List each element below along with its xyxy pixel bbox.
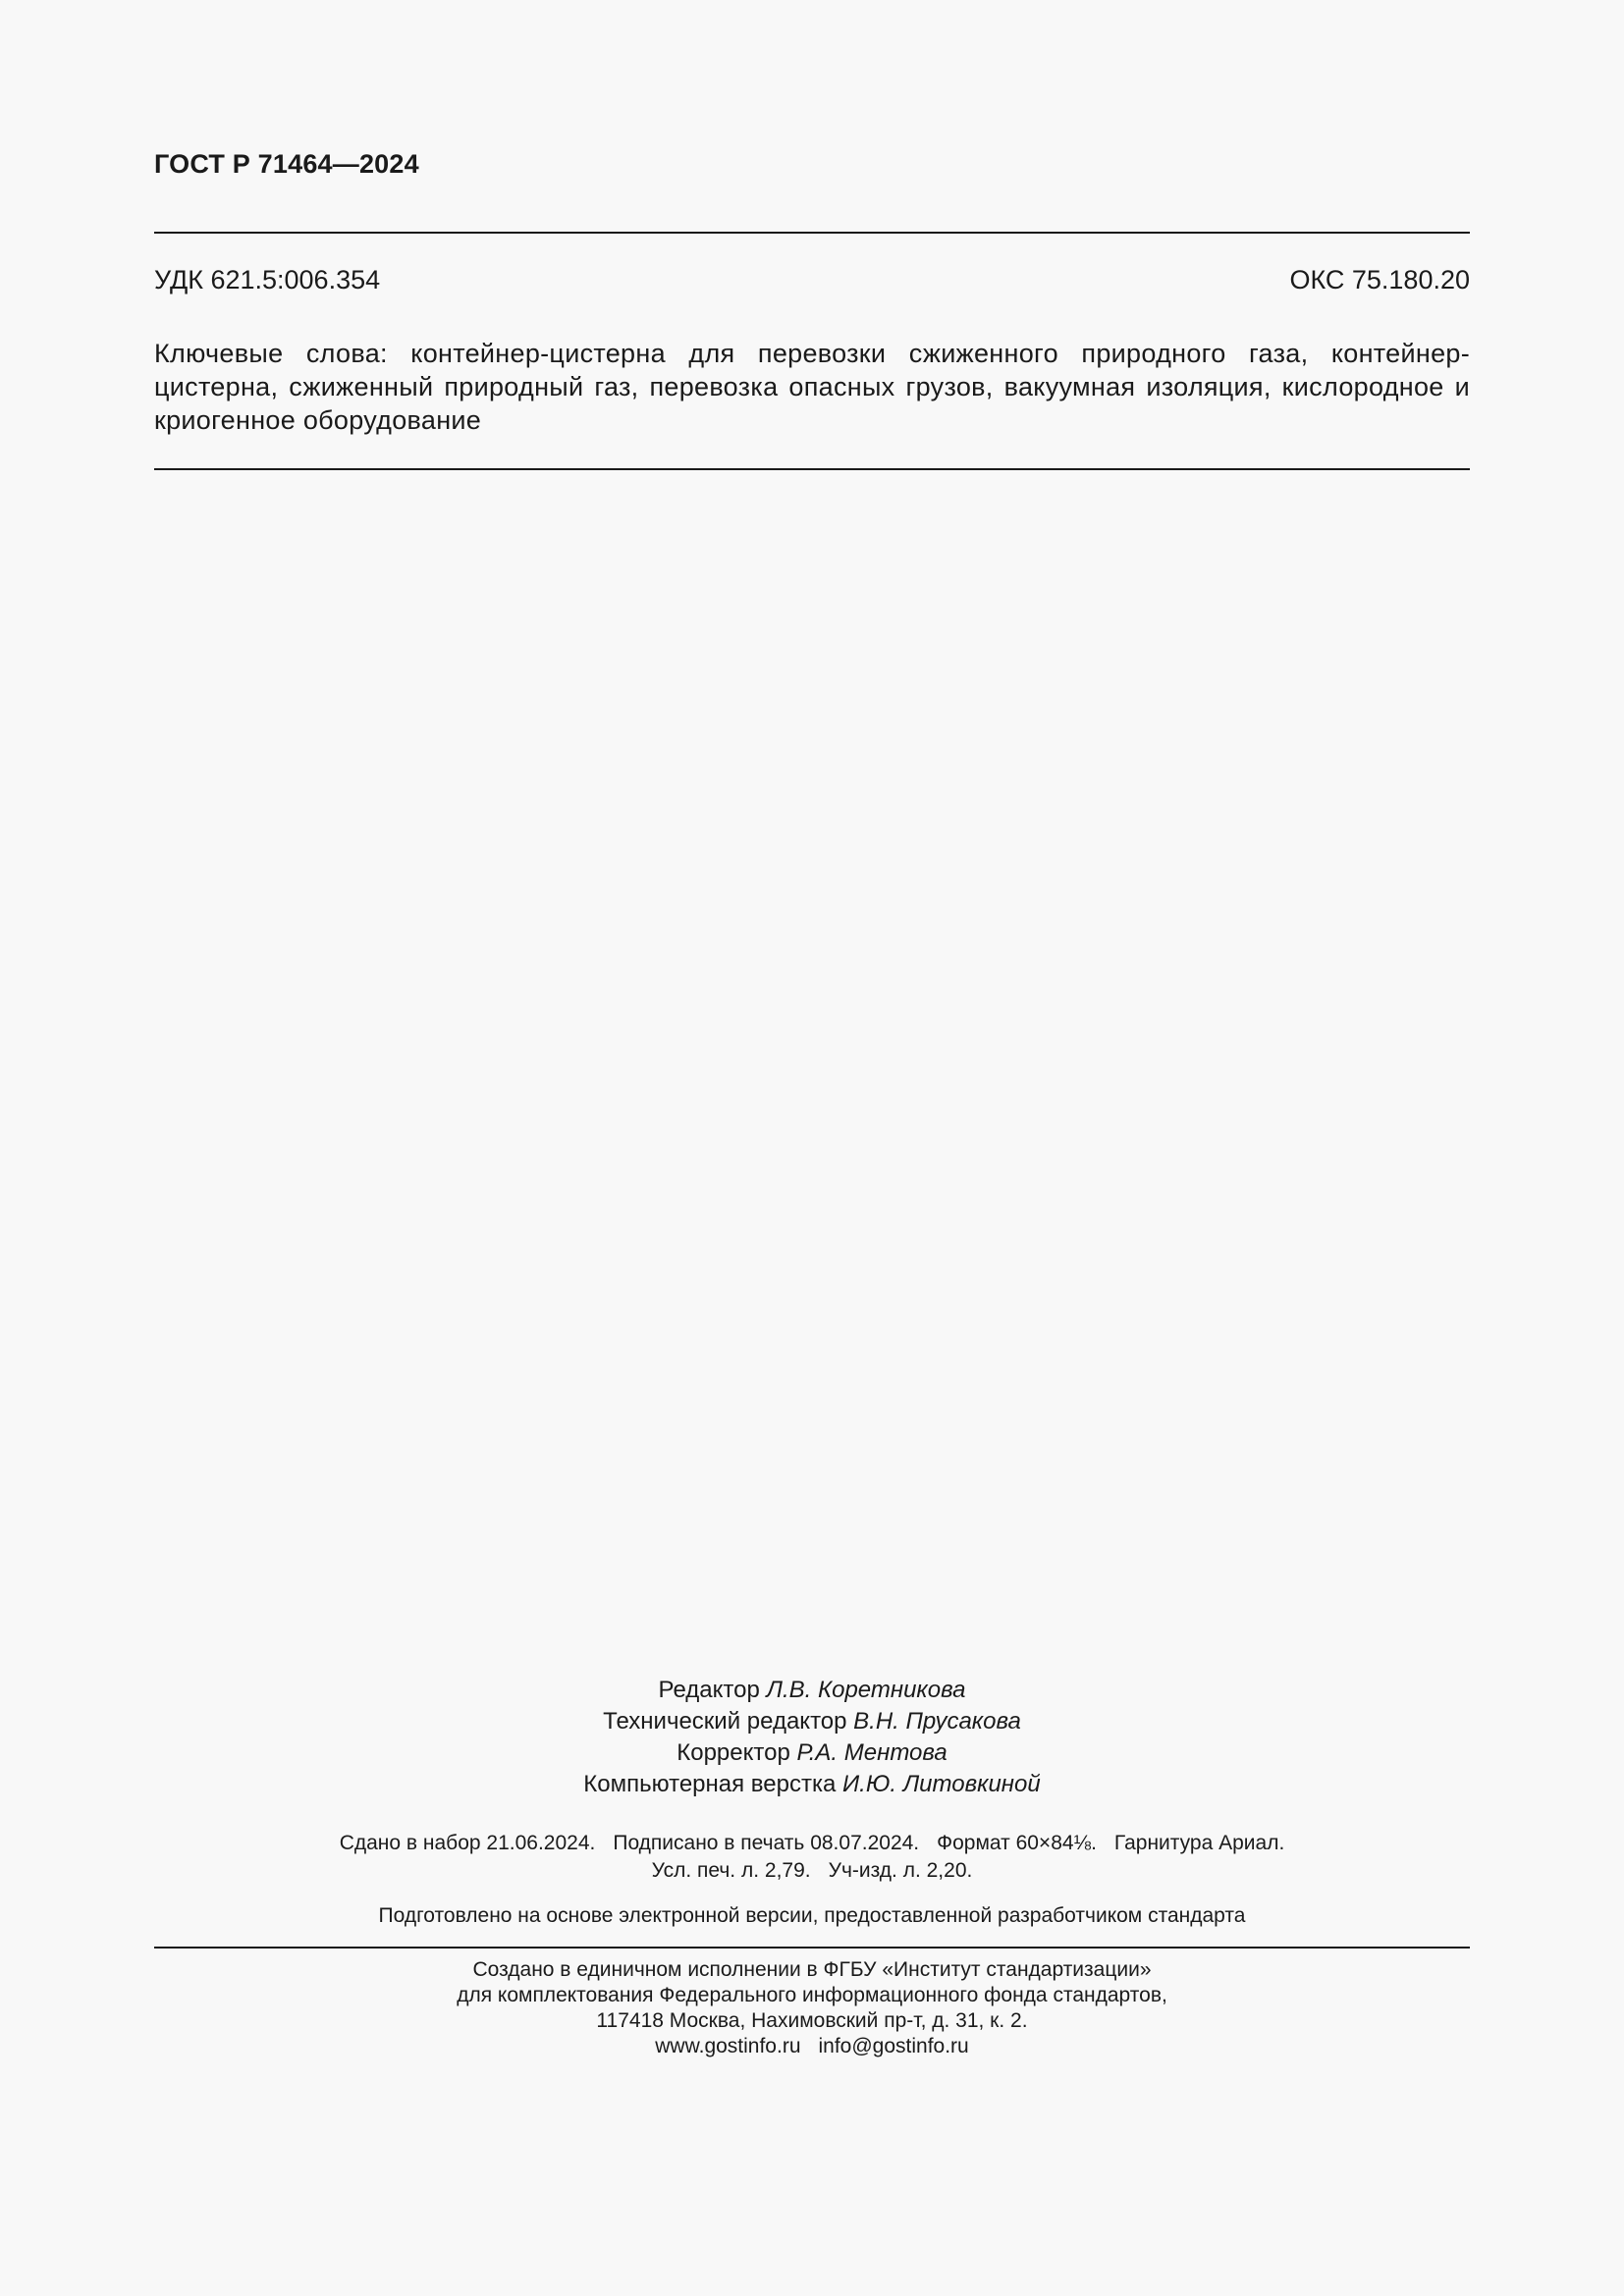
print-info-block [0,1830,1624,1885]
printed-sheets: Усл. печ. л. 2,79. [651,1859,811,1882]
signed-date: Подписано в печать 08.07.2024. [613,1832,920,1854]
editor-label: Редактор [658,1677,760,1703]
credit-editor [0,1675,1624,1706]
credits-block [0,1675,1624,1800]
credit-proofreader [0,1737,1624,1769]
imprint-line-1: Создано в единичном исполнении в ФГБУ «Институт стандартизации» [472,1958,1152,1981]
layout-label: Компьютерная верстка [583,1771,837,1797]
email-link[interactable]: info@gostinfo.ru [818,2035,969,2057]
proofreader-label: Корректор [677,1739,790,1766]
credit-layout [0,1769,1624,1800]
keywords-divider [154,468,1470,470]
top-divider [154,232,1470,234]
imprint-block [0,1957,1624,2059]
keywords-paragraph: Ключевые слова: контейнер-цистерна для перевозки сжиженного природного газа, контейнер-цистерна, сжиженный природный газ, перевозка опасных грузов, вакуумная изоляция, кислородное и криогенное оборудование [154,339,1470,435]
imprint-line-2: для комплектования Федерального информационного фонда стандартов, [457,1984,1167,2006]
submitted-date: Сдано в набор 21.06.2024. [339,1832,596,1854]
print-info-line-1 [0,1830,1624,1857]
tech-editor-label: Технический редактор [603,1708,847,1735]
typeface: Гарнитура Ариал. [1113,1832,1285,1854]
credit-tech-editor [0,1706,1624,1737]
prepared-note: Подготовлено на основе электронной версии, предоставленной разработчиком стандарта [378,1904,1246,1927]
paper-format: Формат 60×84⅛. [937,1832,1097,1854]
print-info-line-2 [0,1857,1624,1885]
imprint-contacts [0,2034,1624,2059]
standard-number: ГОСТ Р 71464—2024 [154,149,419,179]
tech-editor-name: В.Н. Прусакова [853,1708,1021,1735]
oks-code: ОКС 75.180.20 [1289,265,1470,294]
website-link[interactable]: www.gostinfo.ru [655,2035,801,2057]
publisher-sheets: Уч-изд. л. 2,20. [828,1859,973,1882]
layout-name: И.Ю. Литовкиной [842,1771,1041,1797]
editor-name: Л.В. Коретникова [766,1677,966,1703]
proofreader-name: Р.А. Ментова [796,1739,947,1766]
imprint-divider [154,1947,1470,1949]
udk-code: УДК 621.5:006.354 [154,265,381,294]
imprint-line-3: 117418 Москва, Нахимовский пр-т, д. 31, к. 2. [596,2009,1028,2032]
